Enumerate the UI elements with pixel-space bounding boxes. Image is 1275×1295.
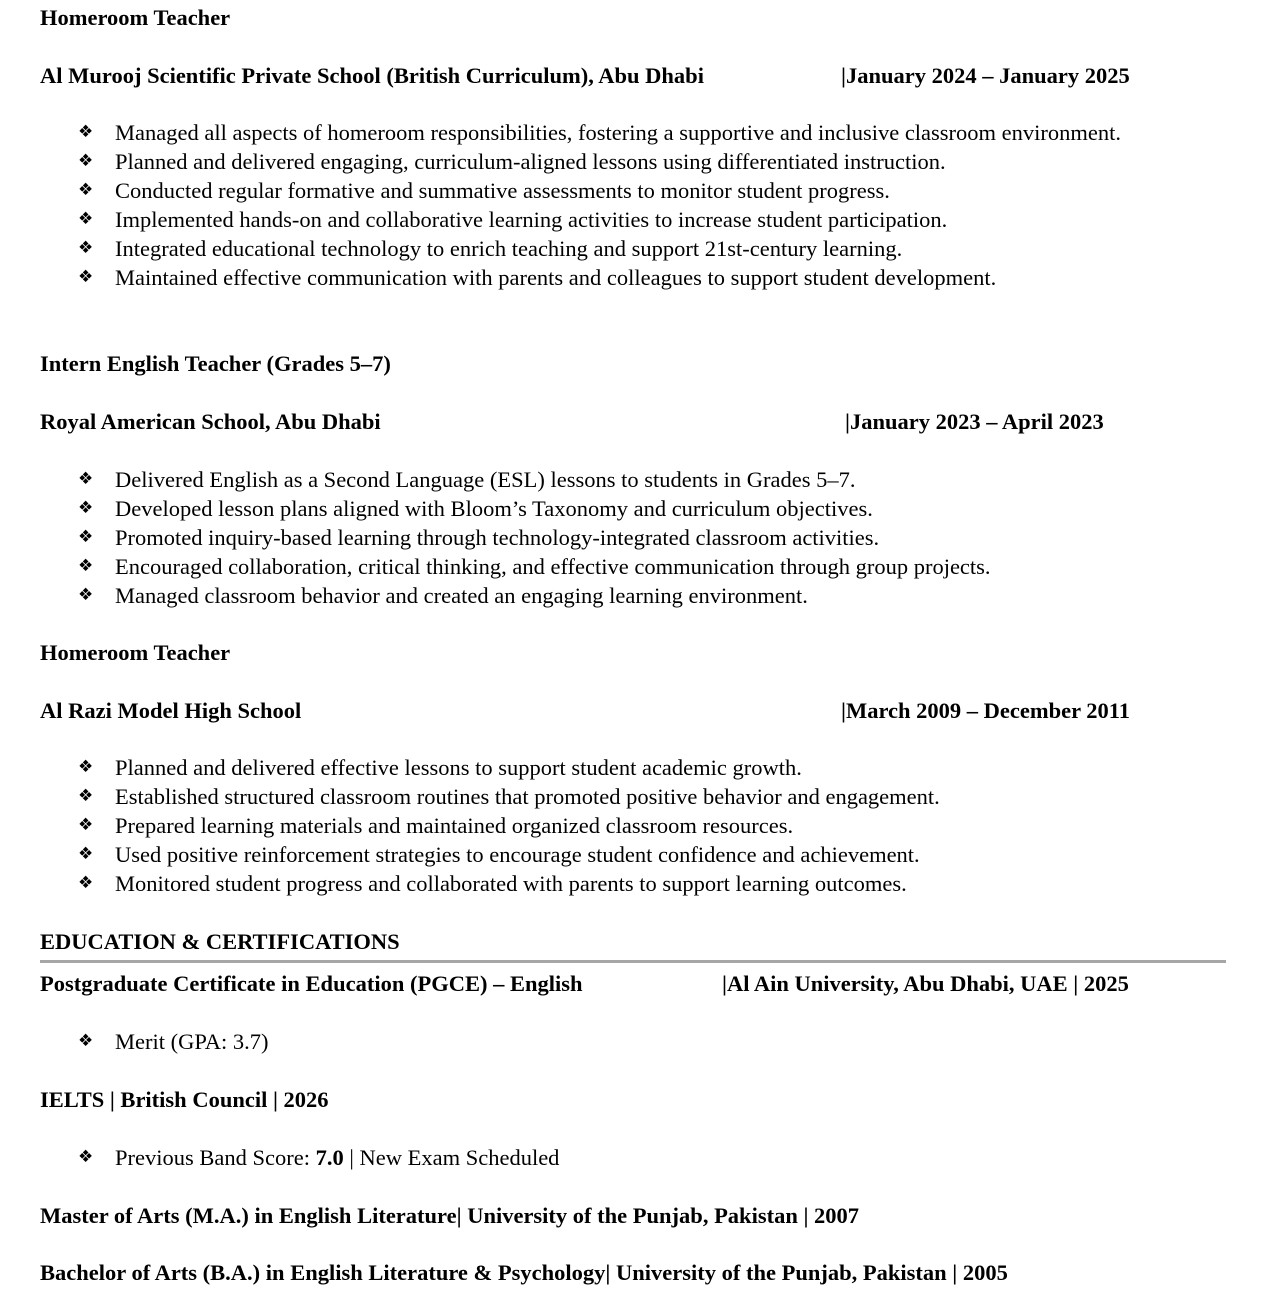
job-title: Homeroom Teacher	[40, 5, 231, 30]
diamond-bullet-icon: ❖	[78, 786, 94, 806]
pgce-institution: |Al Ain University, Abu Dhabi, UAE | 2025	[722, 971, 1129, 996]
section-heading-education: EDUCATION & CERTIFICATIONS	[40, 929, 400, 954]
list-item: ❖ Planned and delivered effective lessons to support student academic growth.	[78, 755, 802, 780]
diamond-bullet-icon: ❖	[78, 209, 94, 229]
list-item: ❖ Delivered English as a Second Language (ESL) lessons to students in Grades 5–7.	[78, 467, 856, 492]
diamond-bullet-icon: ❖	[78, 873, 94, 893]
job-dates: |March 2009 – December 2011	[841, 698, 1131, 723]
diamond-bullet-icon: ❖	[78, 180, 94, 200]
pgce-name: Postgraduate Certificate in Education (PGCE) – English	[40, 971, 583, 996]
list-item: ❖ Monitored student progress and collaborated with parents to support learning outcomes.	[78, 871, 907, 896]
diamond-bullet-icon: ❖	[78, 1147, 94, 1167]
job-dates: |January 2024 – January 2025	[841, 63, 1130, 88]
list-item: ❖ Previous Band Score: 7.0 | New Exam Scheduled	[78, 1145, 560, 1170]
diamond-bullet-icon: ❖	[78, 844, 94, 864]
list-item: ❖ Managed all aspects of homeroom responsibilities, fostering a supportive and inclusive classroom environment.	[78, 120, 1122, 145]
list-item: ❖ Maintained effective communication with parents and colleagues to support student development.	[78, 265, 997, 290]
list-item: ❖ Integrated educational technology to enrich teaching and support 21st-century learning.	[78, 236, 903, 261]
job-bullet-list	[0, 465, 1275, 610]
ba-degree: Bachelor of Arts (B.A.) in English Literature & Psychology| University of the Punjab, Pakistan | 2005	[40, 1260, 1008, 1285]
list-item: ❖ Planned and delivered engaging, curriculum-aligned lessons using differentiated instruction.	[78, 149, 946, 174]
diamond-bullet-icon: ❖	[78, 815, 94, 835]
list-item: ❖ Established structured classroom routines that promoted positive behavior and engagement.	[78, 784, 940, 809]
list-item: ❖ Conducted regular formative and summative assessments to monitor student progress.	[78, 178, 890, 203]
list-item: ❖ Prepared learning materials and maintained organized classroom resources.	[78, 813, 794, 838]
ma-degree: Master of Arts (M.A.) in English Literature| University of the Punjab, Pakistan | 2007	[40, 1203, 860, 1228]
diamond-bullet-icon: ❖	[78, 498, 94, 518]
ielts-bullet-list	[0, 1143, 1275, 1172]
list-item: ❖ Used positive reinforcement strategies to encourage student confidence and achievement.	[78, 842, 920, 867]
job-bullet-list	[0, 753, 1275, 898]
job-title: Intern English Teacher (Grades 5–7)	[40, 351, 391, 376]
section-divider	[40, 960, 1226, 963]
diamond-bullet-icon: ❖	[78, 585, 94, 605]
diamond-bullet-icon: ❖	[78, 267, 94, 287]
diamond-bullet-icon: ❖	[78, 151, 94, 171]
ielts-band-score: 7.0	[315, 1145, 344, 1170]
diamond-bullet-icon: ❖	[78, 757, 94, 777]
job-organization: Royal American School, Abu Dhabi	[40, 409, 381, 434]
job-organization: Al Razi Model High School	[40, 698, 302, 723]
ielts-heading: IELTS | British Council | 2026	[40, 1087, 329, 1112]
diamond-bullet-icon: ❖	[78, 238, 94, 258]
job-dates: |January 2023 – April 2023	[845, 409, 1104, 434]
diamond-bullet-icon: ❖	[78, 469, 94, 489]
list-item: ❖ Encouraged collaboration, critical thinking, and effective communication through group projects.	[78, 554, 991, 579]
pgce-bullet-list	[0, 1027, 1275, 1056]
job-organization: Al Murooj Scientific Private School (British Curriculum), Abu Dhabi	[40, 63, 704, 88]
diamond-bullet-icon: ❖	[78, 527, 94, 547]
list-item: ❖ Promoted inquiry-based learning through technology-integrated classroom activities.	[78, 525, 880, 550]
diamond-bullet-icon: ❖	[78, 1031, 94, 1051]
list-item: ❖ Merit (GPA: 3.7)	[78, 1029, 269, 1054]
job-bullet-list	[0, 118, 1275, 292]
list-item: ❖ Developed lesson plans aligned with Bloom’s Taxonomy and curriculum objectives.	[78, 496, 873, 521]
list-item: ❖ Implemented hands-on and collaborative learning activities to increase student participation.	[78, 207, 948, 232]
diamond-bullet-icon: ❖	[78, 556, 94, 576]
job-title: Homeroom Teacher	[40, 640, 231, 665]
diamond-bullet-icon: ❖	[78, 122, 94, 142]
list-item: ❖ Managed classroom behavior and created an engaging learning environment.	[78, 583, 808, 608]
